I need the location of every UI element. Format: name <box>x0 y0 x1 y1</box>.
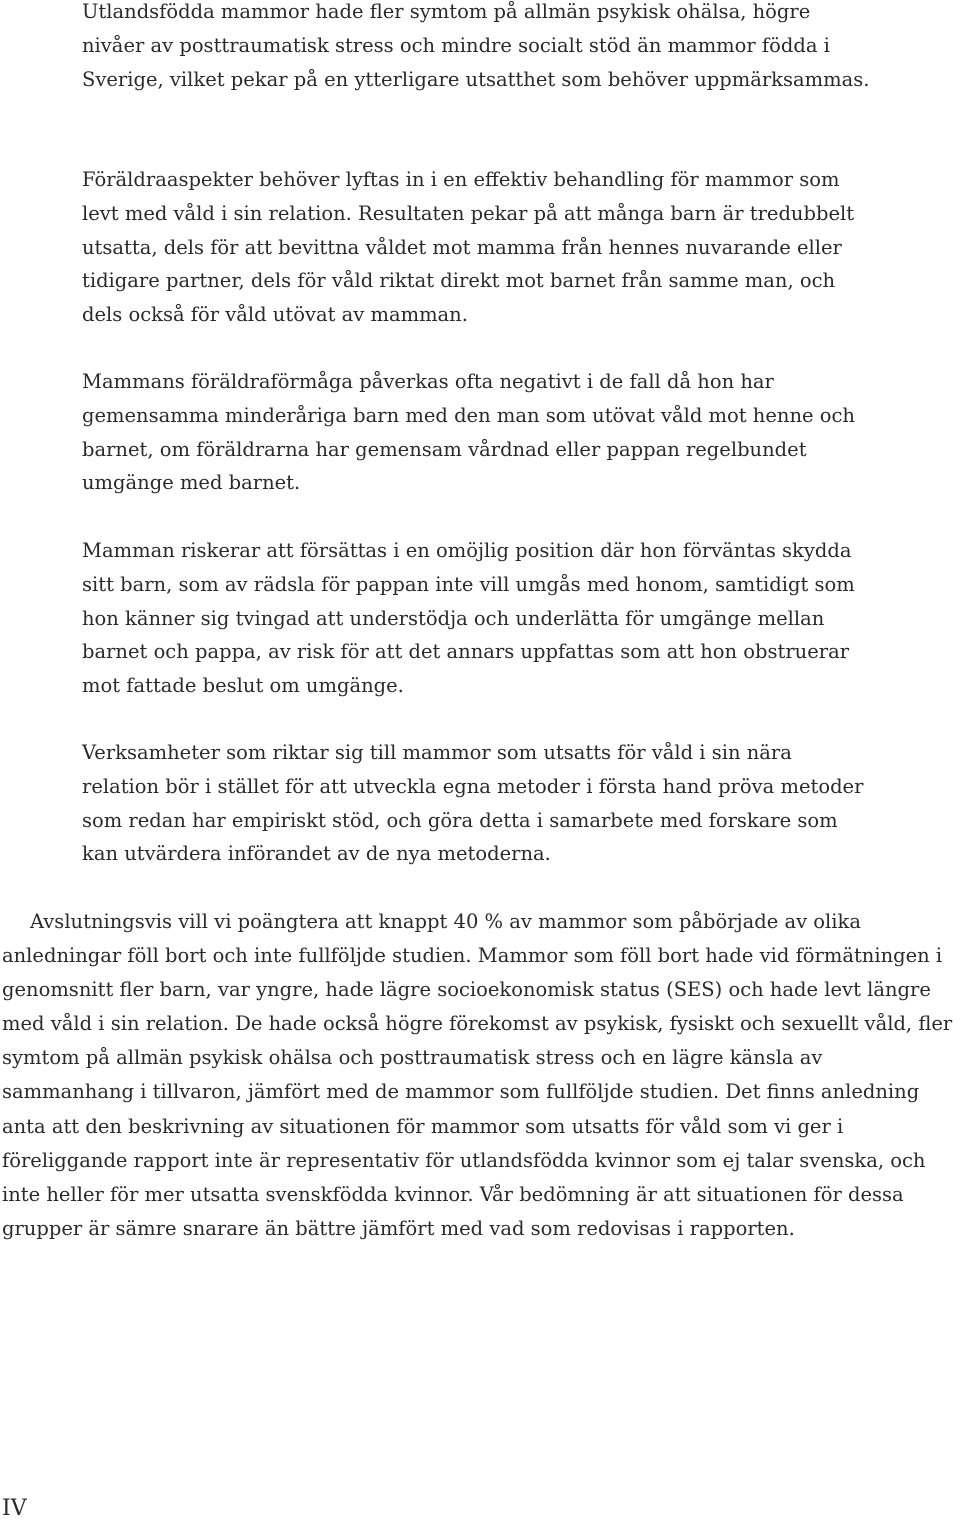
paragraph-impossible-position: Mamman riskerar att försättas i en omöjlig position där hon förväntas skydda sitt barn, som av rädsla för pappan inte vill umgås med honom, samtidigt som hon känner sig tvingad att understödja och underlätta för umgänge mellan barnet och pappa, av risk för att det annars uppfattas som att hon obstruerar mot fattade beslut om umgänge. <box>82 539 855 698</box>
paragraph-conclusion: Avslutningsvis vill vi poängtera att knappt 40 % av mammor som påbörjade av olika anledningar föll bort och inte fullföljde studien. Mammor som föll bort hade vid förmätningen i genomsnitt fler barn, var yngre, hade lägre socioekonomisk status (SES) och hade levt längre med våld i sin relation. De hade också högre förekomst av psykisk, fysiskt och sexuellt våld, fler symtom på allmän psykisk ohälsa och posttraumatisk stress och en lägre känsla av sammanhang i tillvaron, jämfört med de mammor som fullföljde studien. Det finns anledning anta att den beskrivning av situationen för mammor som utsatts för våld som vi ger i föreliggande rapport inte är representativ för utlandsfödda kvinnor som ej talar svenska, och inte heller för mer utsatta svenskfödda kvinnor. Vår bedömning är att situationen för dessa grupper är sämre snarare än bättre jämfört med vad som redovisas i rapporten. <box>2 910 953 1240</box>
paragraph-parenting-ability: Mammans föräldraförmåga påverkas ofta negativt i de fall då hon har gemensamma minderåriga barn med den man som utövat våld mot henne och barnet, om föräldrarna har gemensam vårdnad eller pappan regelbundet umgänge med barnet. <box>82 370 855 495</box>
page-number: IV <box>2 1496 27 1521</box>
paragraph-parenting-aspects: Föräldraaspekter behöver lyftas in i en effektiv behandling för mammor som levt med våld i sin relation. Resultaten pekar på att många barn är tredubbelt utsatta, dels för att bevittna våldet mot mamma från hennes nuvarande eller tidigare partner, dels för våld riktat direkt mot barnet från samme man, och dels också för våld utövat av mamman. <box>82 168 855 327</box>
paragraph-immigrant-mothers: Utlandsfödda mammor hade fler symtom på allmän psykisk ohälsa, högre nivåer av posttraumatisk stress och mindre socialt stöd än mammor födda i Sverige, vilket pekar på en ytterligare utsatthet som behöver uppmärksammas. <box>82 0 870 91</box>
paragraph-recommendation: Verksamheter som riktar sig till mammor som utsatts för våld i sin nära relation bör i stället för att utveckla egna metoder i första hand pröva metoder som redan har empiriskt stöd, och göra detta i samarbete med forskare som kan utvärdera införandet av de nya metoderna. <box>82 741 864 866</box>
